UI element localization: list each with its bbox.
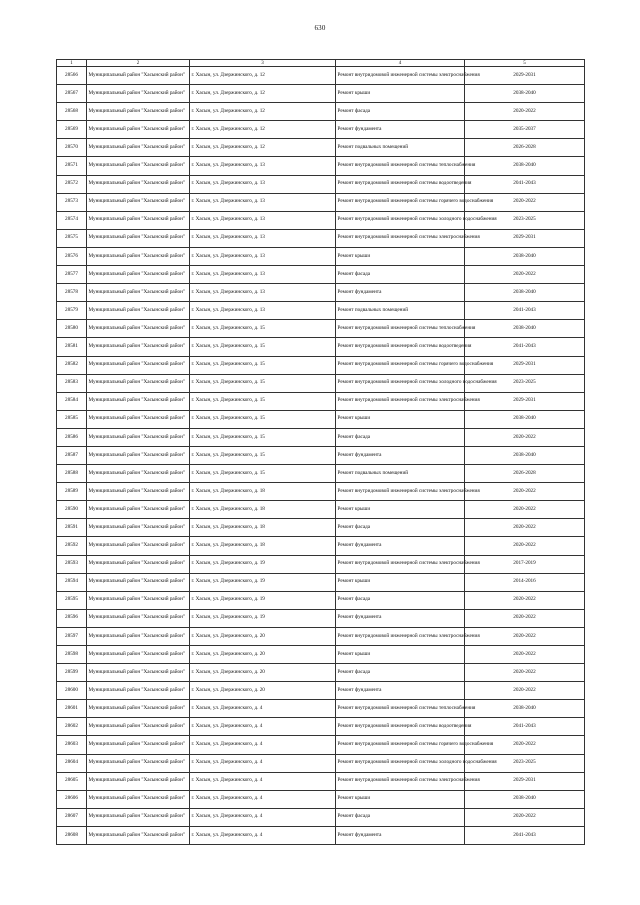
municipality-cell: Муниципальный район "Хасынский район" xyxy=(87,700,190,718)
municipality-cell: Муниципальный район "Хасынский район" xyxy=(87,646,190,664)
column-header-4: 4 xyxy=(336,60,465,67)
work-type-cell: Ремонт фундамента xyxy=(336,121,465,139)
work-type-cell: Ремонт фасада xyxy=(336,428,465,446)
work-type-cell: Ремонт внутридомовой инженерной системы электроснабжения xyxy=(336,392,465,410)
work-type-cell: Ремонт внутридомовой инженерной системы холодного водоснабжения xyxy=(336,754,465,772)
period-cell: 2020-2022 xyxy=(465,103,585,121)
work-type-cell: Ремонт фасада xyxy=(336,103,465,121)
municipality-cell: Муниципальный район "Хасынский район" xyxy=(87,790,190,808)
row-number-cell: 28579 xyxy=(57,302,87,320)
table-header-row xyxy=(57,60,585,67)
municipality-cell: Муниципальный район "Хасынский район" xyxy=(87,772,190,790)
table-row xyxy=(57,175,585,193)
municipality-cell: Муниципальный район "Хасынский район" xyxy=(87,229,190,247)
work-type-cell: Ремонт внутридомовой инженерной системы холодного водоснабжения xyxy=(336,211,465,229)
period-cell: 2038-2040 xyxy=(465,85,585,103)
municipality-cell: Муниципальный район "Хасынский район" xyxy=(87,247,190,265)
work-type-cell: Ремонт внутридомовой инженерной системы горячего водоснабжения xyxy=(336,193,465,211)
period-cell: 2020-2022 xyxy=(465,501,585,519)
table-row xyxy=(57,627,585,645)
work-type-cell: Ремонт внутридомовой инженерной системы электроснабжения xyxy=(336,627,465,645)
address-cell: г. Хасын, ул. Дзержинского, д. 15 xyxy=(190,428,336,446)
row-number-cell: 28566 xyxy=(57,67,87,85)
address-cell: г. Хасын, ул. Дзержинского, д. 13 xyxy=(190,247,336,265)
table-row xyxy=(57,229,585,247)
page-number: 630 xyxy=(314,24,326,32)
period-cell: 2020-2022 xyxy=(465,591,585,609)
column-header-2: 2 xyxy=(87,60,190,67)
row-number-cell: 28601 xyxy=(57,700,87,718)
work-type-cell: Ремонт фасада xyxy=(336,519,465,537)
row-number-cell: 28581 xyxy=(57,338,87,356)
row-number-cell: 28587 xyxy=(57,446,87,464)
period-cell: 2020-2022 xyxy=(465,736,585,754)
work-type-cell: Ремонт крыши xyxy=(336,85,465,103)
address-cell: г. Хасын, ул. Дзержинского, д. 19 xyxy=(190,591,336,609)
table-row xyxy=(57,338,585,356)
row-number-cell: 28575 xyxy=(57,229,87,247)
table-row xyxy=(57,157,585,175)
address-cell: г. Хасын, ул. Дзержинского, д. 18 xyxy=(190,501,336,519)
period-cell: 2029-2031 xyxy=(465,67,585,85)
address-cell: г. Хасын, ул. Дзержинского, д. 19 xyxy=(190,555,336,573)
address-cell: г. Хасын, ул. Дзержинского, д. 18 xyxy=(190,537,336,555)
row-number-cell: 28606 xyxy=(57,790,87,808)
period-cell: 2041-2043 xyxy=(465,175,585,193)
address-cell: г. Хасын, ул. Дзержинского, д. 13 xyxy=(190,193,336,211)
row-number-cell: 28589 xyxy=(57,483,87,501)
municipality-cell: Муниципальный район "Хасынский район" xyxy=(87,175,190,193)
row-number-cell: 28591 xyxy=(57,519,87,537)
table-row xyxy=(57,483,585,501)
table-row xyxy=(57,609,585,627)
municipality-cell: Муниципальный район "Хасынский район" xyxy=(87,826,190,844)
table-row xyxy=(57,790,585,808)
period-cell: 2041-2043 xyxy=(465,718,585,736)
address-cell: г. Хасын, ул. Дзержинского, д. 4 xyxy=(190,700,336,718)
municipality-cell: Муниципальный район "Хасынский район" xyxy=(87,356,190,374)
row-number-cell: 28607 xyxy=(57,808,87,826)
period-cell: 2020-2022 xyxy=(465,266,585,284)
table-row xyxy=(57,465,585,483)
work-type-cell: Ремонт внутридомовой инженерной системы электроснабжения xyxy=(336,772,465,790)
row-number-cell: 28582 xyxy=(57,356,87,374)
work-type-cell: Ремонт крыши xyxy=(336,410,465,428)
row-number-cell: 28588 xyxy=(57,465,87,483)
row-number-cell: 28590 xyxy=(57,501,87,519)
address-cell: г. Хасын, ул. Дзержинского, д. 18 xyxy=(190,483,336,501)
period-cell: 2020-2022 xyxy=(465,537,585,555)
work-type-cell: Ремонт подвальных помещений xyxy=(336,465,465,483)
row-number-cell: 28570 xyxy=(57,139,87,157)
work-type-cell: Ремонт внутридомовой инженерной системы теплоснабжения xyxy=(336,700,465,718)
row-number-cell: 28572 xyxy=(57,175,87,193)
address-cell: г. Хасын, ул. Дзержинского, д. 15 xyxy=(190,356,336,374)
address-cell: г. Хасын, ул. Дзержинского, д. 15 xyxy=(190,465,336,483)
table-row xyxy=(57,519,585,537)
table-body xyxy=(57,67,585,845)
municipality-cell: Муниципальный район "Хасынский район" xyxy=(87,211,190,229)
table-row xyxy=(57,193,585,211)
address-cell: г. Хасын, ул. Дзержинского, д. 15 xyxy=(190,392,336,410)
municipality-cell: Муниципальный район "Хасынский район" xyxy=(87,591,190,609)
row-number-cell: 28599 xyxy=(57,664,87,682)
table-row xyxy=(57,718,585,736)
municipality-cell: Муниципальный район "Хасынский район" xyxy=(87,193,190,211)
work-type-cell: Ремонт крыши xyxy=(336,790,465,808)
work-type-cell: Ремонт подвальных помещений xyxy=(336,139,465,157)
address-cell: г. Хасын, ул. Дзержинского, д. 15 xyxy=(190,320,336,338)
work-type-cell: Ремонт фасада xyxy=(336,266,465,284)
row-number-cell: 28569 xyxy=(57,121,87,139)
period-cell: 2038-2040 xyxy=(465,320,585,338)
address-cell: г. Хасын, ул. Дзержинского, д. 13 xyxy=(190,157,336,175)
period-cell: 2020-2022 xyxy=(465,682,585,700)
table-row xyxy=(57,284,585,302)
period-cell: 2017-2019 xyxy=(465,555,585,573)
work-type-cell: Ремонт внутридомовой инженерной системы электроснабжения xyxy=(336,555,465,573)
address-cell: г. Хасын, ул. Дзержинского, д. 12 xyxy=(190,121,336,139)
row-number-cell: 28577 xyxy=(57,266,87,284)
row-number-cell: 28596 xyxy=(57,609,87,627)
table-row xyxy=(57,67,585,85)
work-type-cell: Ремонт внутридомовой инженерной системы теплоснабжения xyxy=(336,320,465,338)
work-type-cell: Ремонт крыши xyxy=(336,247,465,265)
work-type-cell: Ремонт фундамента xyxy=(336,682,465,700)
address-cell: г. Хасын, ул. Дзержинского, д. 20 xyxy=(190,682,336,700)
row-number-cell: 28608 xyxy=(57,826,87,844)
address-cell: г. Хасын, ул. Дзержинского, д. 4 xyxy=(190,736,336,754)
address-cell: г. Хасын, ул. Дзержинского, д. 13 xyxy=(190,211,336,229)
municipality-cell: Муниципальный район "Хасынский район" xyxy=(87,374,190,392)
work-type-cell: Ремонт крыши xyxy=(336,501,465,519)
address-cell: г. Хасын, ул. Дзержинского, д. 15 xyxy=(190,374,336,392)
period-cell: 2041-2043 xyxy=(465,826,585,844)
table-row xyxy=(57,700,585,718)
table-row xyxy=(57,736,585,754)
period-cell: 2020-2022 xyxy=(465,627,585,645)
municipality-cell: Муниципальный район "Хасынский район" xyxy=(87,537,190,555)
municipality-cell: Муниципальный район "Хасынский район" xyxy=(87,157,190,175)
municipality-cell: Муниципальный район "Хасынский район" xyxy=(87,410,190,428)
municipality-cell: Муниципальный район "Хасынский район" xyxy=(87,483,190,501)
period-cell: 2029-2031 xyxy=(465,392,585,410)
municipality-cell: Муниципальный район "Хасынский район" xyxy=(87,320,190,338)
work-type-cell: Ремонт фундамента xyxy=(336,284,465,302)
row-number-cell: 28584 xyxy=(57,392,87,410)
address-cell: г. Хасын, ул. Дзержинского, д. 20 xyxy=(190,627,336,645)
row-number-cell: 28603 xyxy=(57,736,87,754)
row-number-cell: 28571 xyxy=(57,157,87,175)
table-row xyxy=(57,302,585,320)
address-cell: г. Хасын, ул. Дзержинского, д. 20 xyxy=(190,646,336,664)
address-cell: г. Хасын, ул. Дзержинского, д. 15 xyxy=(190,338,336,356)
period-cell: 2020-2022 xyxy=(465,609,585,627)
municipality-cell: Муниципальный район "Хасынский район" xyxy=(87,85,190,103)
table-row xyxy=(57,772,585,790)
row-number-cell: 28568 xyxy=(57,103,87,121)
work-type-cell: Ремонт подвальных помещений xyxy=(336,302,465,320)
work-type-cell: Ремонт фасада xyxy=(336,808,465,826)
table-row xyxy=(57,754,585,772)
table-row xyxy=(57,85,585,103)
row-number-cell: 28580 xyxy=(57,320,87,338)
municipality-cell: Муниципальный район "Хасынский район" xyxy=(87,446,190,464)
table-row xyxy=(57,211,585,229)
period-cell: 2023-2025 xyxy=(465,754,585,772)
work-type-cell: Ремонт внутридомовой инженерной системы холодного водоснабжения xyxy=(336,374,465,392)
column-header-5: 5 xyxy=(465,60,585,67)
period-cell: 2014-2016 xyxy=(465,573,585,591)
address-cell: г. Хасын, ул. Дзержинского, д. 4 xyxy=(190,808,336,826)
table-row xyxy=(57,591,585,609)
row-number-cell: 28595 xyxy=(57,591,87,609)
work-type-cell: Ремонт фасада xyxy=(336,591,465,609)
row-number-cell: 28567 xyxy=(57,85,87,103)
address-cell: г. Хасын, ул. Дзержинского, д. 4 xyxy=(190,754,336,772)
row-number-cell: 28586 xyxy=(57,428,87,446)
row-number-cell: 28604 xyxy=(57,754,87,772)
period-cell: 2020-2022 xyxy=(465,428,585,446)
address-cell: г. Хасын, ул. Дзержинского, д. 13 xyxy=(190,175,336,193)
period-cell: 2041-2043 xyxy=(465,338,585,356)
table-row xyxy=(57,374,585,392)
period-cell: 2026-2028 xyxy=(465,465,585,483)
row-number-cell: 28605 xyxy=(57,772,87,790)
row-number-cell: 28576 xyxy=(57,247,87,265)
row-number-cell: 28598 xyxy=(57,646,87,664)
period-cell: 2020-2022 xyxy=(465,483,585,501)
table-row xyxy=(57,555,585,573)
period-cell: 2026-2028 xyxy=(465,139,585,157)
municipality-cell: Муниципальный район "Хасынский район" xyxy=(87,266,190,284)
work-type-cell: Ремонт внутридомовой инженерной системы горячего водоснабжения xyxy=(336,736,465,754)
table-row xyxy=(57,428,585,446)
row-number-cell: 28593 xyxy=(57,555,87,573)
address-cell: г. Хасын, ул. Дзержинского, д. 12 xyxy=(190,139,336,157)
address-cell: г. Хасын, ул. Дзержинского, д. 15 xyxy=(190,410,336,428)
municipality-cell: Муниципальный район "Хасынский район" xyxy=(87,718,190,736)
municipality-cell: Муниципальный район "Хасынский район" xyxy=(87,501,190,519)
table-row xyxy=(57,103,585,121)
address-cell: г. Хасын, ул. Дзержинского, д. 13 xyxy=(190,266,336,284)
row-number-cell: 28574 xyxy=(57,211,87,229)
address-cell: г. Хасын, ул. Дзержинского, д. 13 xyxy=(190,302,336,320)
municipality-cell: Муниципальный район "Хасынский район" xyxy=(87,121,190,139)
row-number-cell: 28585 xyxy=(57,410,87,428)
period-cell: 2020-2022 xyxy=(465,519,585,537)
work-type-cell: Ремонт фундамента xyxy=(336,537,465,555)
municipality-cell: Муниципальный район "Хасынский район" xyxy=(87,609,190,627)
table-row xyxy=(57,682,585,700)
work-type-cell: Ремонт фасада xyxy=(336,664,465,682)
work-type-cell: Ремонт фундамента xyxy=(336,446,465,464)
row-number-cell: 28602 xyxy=(57,718,87,736)
table-row xyxy=(57,320,585,338)
municipality-cell: Муниципальный район "Хасынский район" xyxy=(87,428,190,446)
municipality-cell: Муниципальный район "Хасынский район" xyxy=(87,754,190,772)
address-cell: г. Хасын, ул. Дзержинского, д. 4 xyxy=(190,772,336,790)
work-type-cell: Ремонт внутридомовой инженерной системы электроснабжения xyxy=(336,483,465,501)
table-row xyxy=(57,139,585,157)
address-cell: г. Хасын, ул. Дзержинского, д. 13 xyxy=(190,284,336,302)
repair-schedule-table xyxy=(56,59,585,845)
address-cell: г. Хасын, ул. Дзержинского, д. 13 xyxy=(190,229,336,247)
work-type-cell: Ремонт внутридомовой инженерной системы водоотведения xyxy=(336,175,465,193)
work-type-cell: Ремонт внутридомовой инженерной системы теплоснабжения xyxy=(336,157,465,175)
address-cell: г. Хасын, ул. Дзержинского, д. 19 xyxy=(190,573,336,591)
table-row xyxy=(57,247,585,265)
address-cell: г. Хасын, ул. Дзержинского, д. 19 xyxy=(190,609,336,627)
table-row xyxy=(57,410,585,428)
period-cell: 2038-2040 xyxy=(465,410,585,428)
table-row xyxy=(57,826,585,844)
period-cell: 2023-2025 xyxy=(465,374,585,392)
work-type-cell: Ремонт внутридомовой инженерной системы электроснабжения xyxy=(336,67,465,85)
period-cell: 2038-2040 xyxy=(465,247,585,265)
municipality-cell: Муниципальный район "Хасынский район" xyxy=(87,67,190,85)
municipality-cell: Муниципальный район "Хасынский район" xyxy=(87,573,190,591)
period-cell: 2023-2025 xyxy=(465,211,585,229)
address-cell: г. Хасын, ул. Дзержинского, д. 15 xyxy=(190,446,336,464)
table-row xyxy=(57,501,585,519)
municipality-cell: Муниципальный район "Хасынский район" xyxy=(87,139,190,157)
municipality-cell: Муниципальный район "Хасынский район" xyxy=(87,736,190,754)
work-type-cell: Ремонт внутридомовой инженерной системы горячего водоснабжения xyxy=(336,356,465,374)
municipality-cell: Муниципальный район "Хасынский район" xyxy=(87,392,190,410)
municipality-cell: Муниципальный район "Хасынский район" xyxy=(87,284,190,302)
work-type-cell: Ремонт внутридомовой инженерной системы электроснабжения xyxy=(336,229,465,247)
table-row xyxy=(57,356,585,374)
work-type-cell: Ремонт внутридомовой инженерной системы водоотведения xyxy=(336,718,465,736)
municipality-cell: Муниципальный район "Хасынский район" xyxy=(87,664,190,682)
table-row xyxy=(57,392,585,410)
row-number-cell: 28600 xyxy=(57,682,87,700)
period-cell: 2038-2040 xyxy=(465,157,585,175)
municipality-cell: Муниципальный район "Хасынский район" xyxy=(87,682,190,700)
address-cell: г. Хасын, ул. Дзержинского, д. 4 xyxy=(190,826,336,844)
municipality-cell: Муниципальный район "Хасынский район" xyxy=(87,808,190,826)
row-number-cell: 28578 xyxy=(57,284,87,302)
municipality-cell: Муниципальный район "Хасынский район" xyxy=(87,338,190,356)
municipality-cell: Муниципальный район "Хасынский район" xyxy=(87,555,190,573)
column-header-3: 3 xyxy=(190,60,336,67)
table-row xyxy=(57,664,585,682)
period-cell: 2038-2040 xyxy=(465,446,585,464)
address-cell: г. Хасын, ул. Дзержинского, д. 18 xyxy=(190,519,336,537)
work-type-cell: Ремонт внутридомовой инженерной системы водоотведения xyxy=(336,338,465,356)
table-row xyxy=(57,537,585,555)
address-cell: г. Хасын, ул. Дзержинского, д. 12 xyxy=(190,103,336,121)
work-type-cell: Ремонт фундамента xyxy=(336,609,465,627)
address-cell: г. Хасын, ул. Дзержинского, д. 4 xyxy=(190,718,336,736)
address-cell: г. Хасын, ул. Дзержинского, д. 4 xyxy=(190,790,336,808)
municipality-cell: Муниципальный район "Хасынский район" xyxy=(87,465,190,483)
row-number-cell: 28597 xyxy=(57,627,87,645)
work-type-cell: Ремонт фундамента xyxy=(336,826,465,844)
municipality-cell: Муниципальный район "Хасынский район" xyxy=(87,627,190,645)
table-row xyxy=(57,808,585,826)
municipality-cell: Муниципальный район "Хасынский район" xyxy=(87,103,190,121)
table-row xyxy=(57,646,585,664)
period-cell: 2029-2031 xyxy=(465,229,585,247)
period-cell: 2029-2031 xyxy=(465,356,585,374)
address-cell: г. Хасын, ул. Дзержинского, д. 12 xyxy=(190,67,336,85)
period-cell: 2038-2040 xyxy=(465,700,585,718)
work-type-cell: Ремонт крыши xyxy=(336,573,465,591)
address-cell: г. Хасын, ул. Дзержинского, д. 12 xyxy=(190,85,336,103)
address-cell: г. Хасын, ул. Дзержинского, д. 20 xyxy=(190,664,336,682)
work-type-cell: Ремонт крыши xyxy=(336,646,465,664)
period-cell: 2035-2037 xyxy=(465,121,585,139)
row-number-cell: 28592 xyxy=(57,537,87,555)
municipality-cell: Муниципальный район "Хасынский район" xyxy=(87,302,190,320)
period-cell: 2020-2022 xyxy=(465,664,585,682)
period-cell: 2029-2031 xyxy=(465,772,585,790)
period-cell: 2020-2022 xyxy=(465,808,585,826)
table-row xyxy=(57,446,585,464)
period-cell: 2020-2022 xyxy=(465,646,585,664)
row-number-cell: 28594 xyxy=(57,573,87,591)
table-row xyxy=(57,573,585,591)
period-cell: 2038-2040 xyxy=(465,284,585,302)
period-cell: 2020-2022 xyxy=(465,193,585,211)
table-row xyxy=(57,266,585,284)
table-row xyxy=(57,121,585,139)
municipality-cell: Муниципальный район "Хасынский район" xyxy=(87,519,190,537)
column-header-1: 1 xyxy=(57,60,87,67)
period-cell: 2038-2040 xyxy=(465,790,585,808)
row-number-cell: 28573 xyxy=(57,193,87,211)
row-number-cell: 28583 xyxy=(57,374,87,392)
period-cell: 2041-2043 xyxy=(465,302,585,320)
